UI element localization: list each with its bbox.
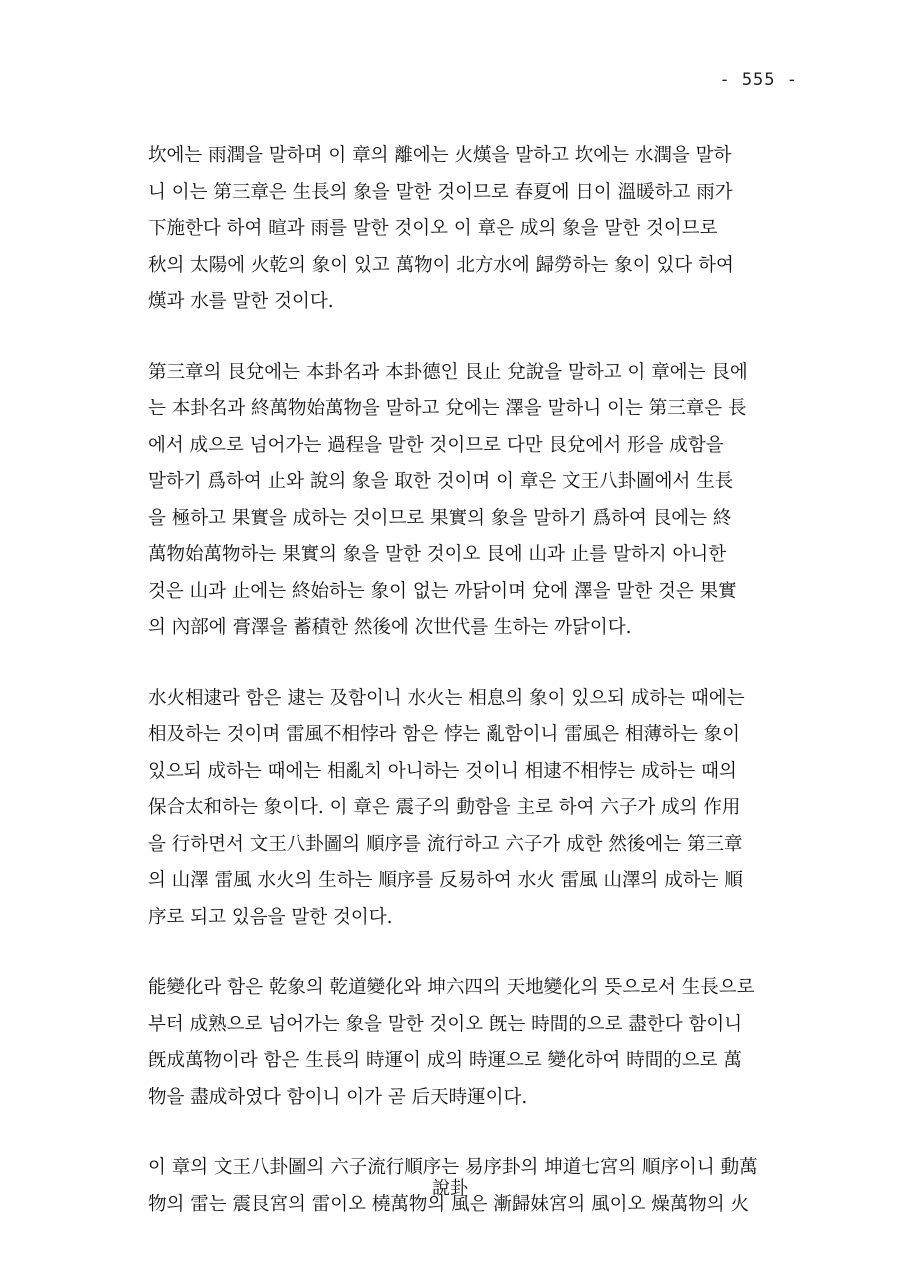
text-line: 의 山澤 雷風 水火의 生하는 順序를 反易하여 水火 雷風 山澤의 成하는 順: [148, 870, 743, 891]
text-line: 부터 成熟으로 넘어가는 象을 말한 것이오 旣는 時間的으로 盡한다 함이니: [148, 1013, 743, 1035]
text-line: 物을 盡成하였다 함이니 이가 곧 后天時運이다.: [148, 1086, 528, 1108]
text-line: 있으되 成하는 때에는 相亂치 아니하는 것이니 相逮不相悖는 成하는 때의: [148, 760, 737, 782]
text-line: 에서 成으로 넘어가는 過程을 말한 것이므로 다만 艮兌에서 形을 成함을: [148, 434, 724, 456]
text-line: 下施한다 하여 暄과 雨를 말한 것이오 이 章은 成의 象을 말한 것이므로: [148, 218, 718, 239]
text-line: 을 行하면서 文王八卦圖의 順序를 流行하고 六子가 成한 然後에는 第三章: [148, 833, 743, 855]
text-line: 相及하는 것이며 雷風不相悖라 함은 悖는 亂함이니 雷風은 相薄하는 象이: [148, 724, 740, 745]
text-line: 保合太和하는 象이다. 이 章은 震子의 動함을 主로 하여 六子가 成의 作用: [148, 797, 741, 818]
text-line: 能變化라 함은 乾象의 乾道變化와 坤六四의 天地變化의 뜻으로서 生長으로: [148, 977, 755, 998]
text-line: 水火相逮라 함은 逮는 及함이니 水火는 相息의 象이 있으되 成하는 때에는: [148, 687, 745, 709]
paragraph: [148, 138, 803, 321]
paragraph: [148, 970, 803, 1116]
footer-title: 說卦: [432, 1178, 468, 1199]
text-line: 는 本卦名과 終萬物始萬物을 말하고 兌에는 澤을 말하니 이는 第三章은 長: [148, 398, 747, 419]
text-line: 말하기 爲하여 止와 說의 象을 取한 것이며 이 章은 文王八卦圖에서 生長: [148, 471, 734, 492]
text-line: 坎에는 雨潤을 말하며 이 章의 離에는 火熯을 말하고 坎에는 水潤을 말하: [148, 145, 732, 166]
text-line: 의 內部에 膏澤을 蓄積한 然後에 次世代를 生하는 까닭이다.: [148, 617, 632, 638]
text-line: 이 章의 文王八卦圖의 六子流行順序는 易序卦의 坤道七宮의 順序이니 動萬: [148, 1157, 758, 1178]
page-number: - 555 -: [719, 70, 798, 90]
text-line: 序로 되고 있음을 말한 것이다.: [148, 906, 393, 928]
text-line: 을 極하고 果實을 成하는 것이므로 果實의 象을 말하기 爲하여 艮에는 終: [148, 507, 732, 529]
text-line: 萬物始萬物하는 果實의 象을 말한 것이오 艮에 山과 止를 말하지 아니한: [148, 544, 727, 565]
text-line: 物의 雷는 震艮宮의 雷이오 橈萬物의 風은 漸歸妹宮의 風이오 燥萬物의 火: [148, 1193, 750, 1215]
text-line: 第三章의 艮兌에는 本卦名과 本卦德인 艮止 兌說을 말하고 이 章에는 艮에: [148, 361, 748, 383]
text-line: 것은 山과 止에는 終始하는 象이 없는 까닭이며 兌에 澤을 말한 것은 果實: [148, 580, 737, 602]
text-line: 秋의 太陽에 火乾의 象이 있고 萬物이 北方水에 歸勞하는 象이 있다 하여: [148, 254, 734, 276]
body-text: [148, 138, 803, 1257]
text-line: 熯과 水를 말한 것이다.: [148, 291, 334, 312]
text-line: 旣成萬物이라 함은 生長의 時運이 成의 時運으로 變化하여 時間的으로 萬: [148, 1050, 742, 1071]
paragraph: [148, 681, 803, 937]
paragraph: [148, 355, 803, 647]
text-line: 니 이는 第三章은 生長의 象을 말한 것이므로 春夏에 日이 溫暖하고 雨가: [148, 181, 733, 203]
